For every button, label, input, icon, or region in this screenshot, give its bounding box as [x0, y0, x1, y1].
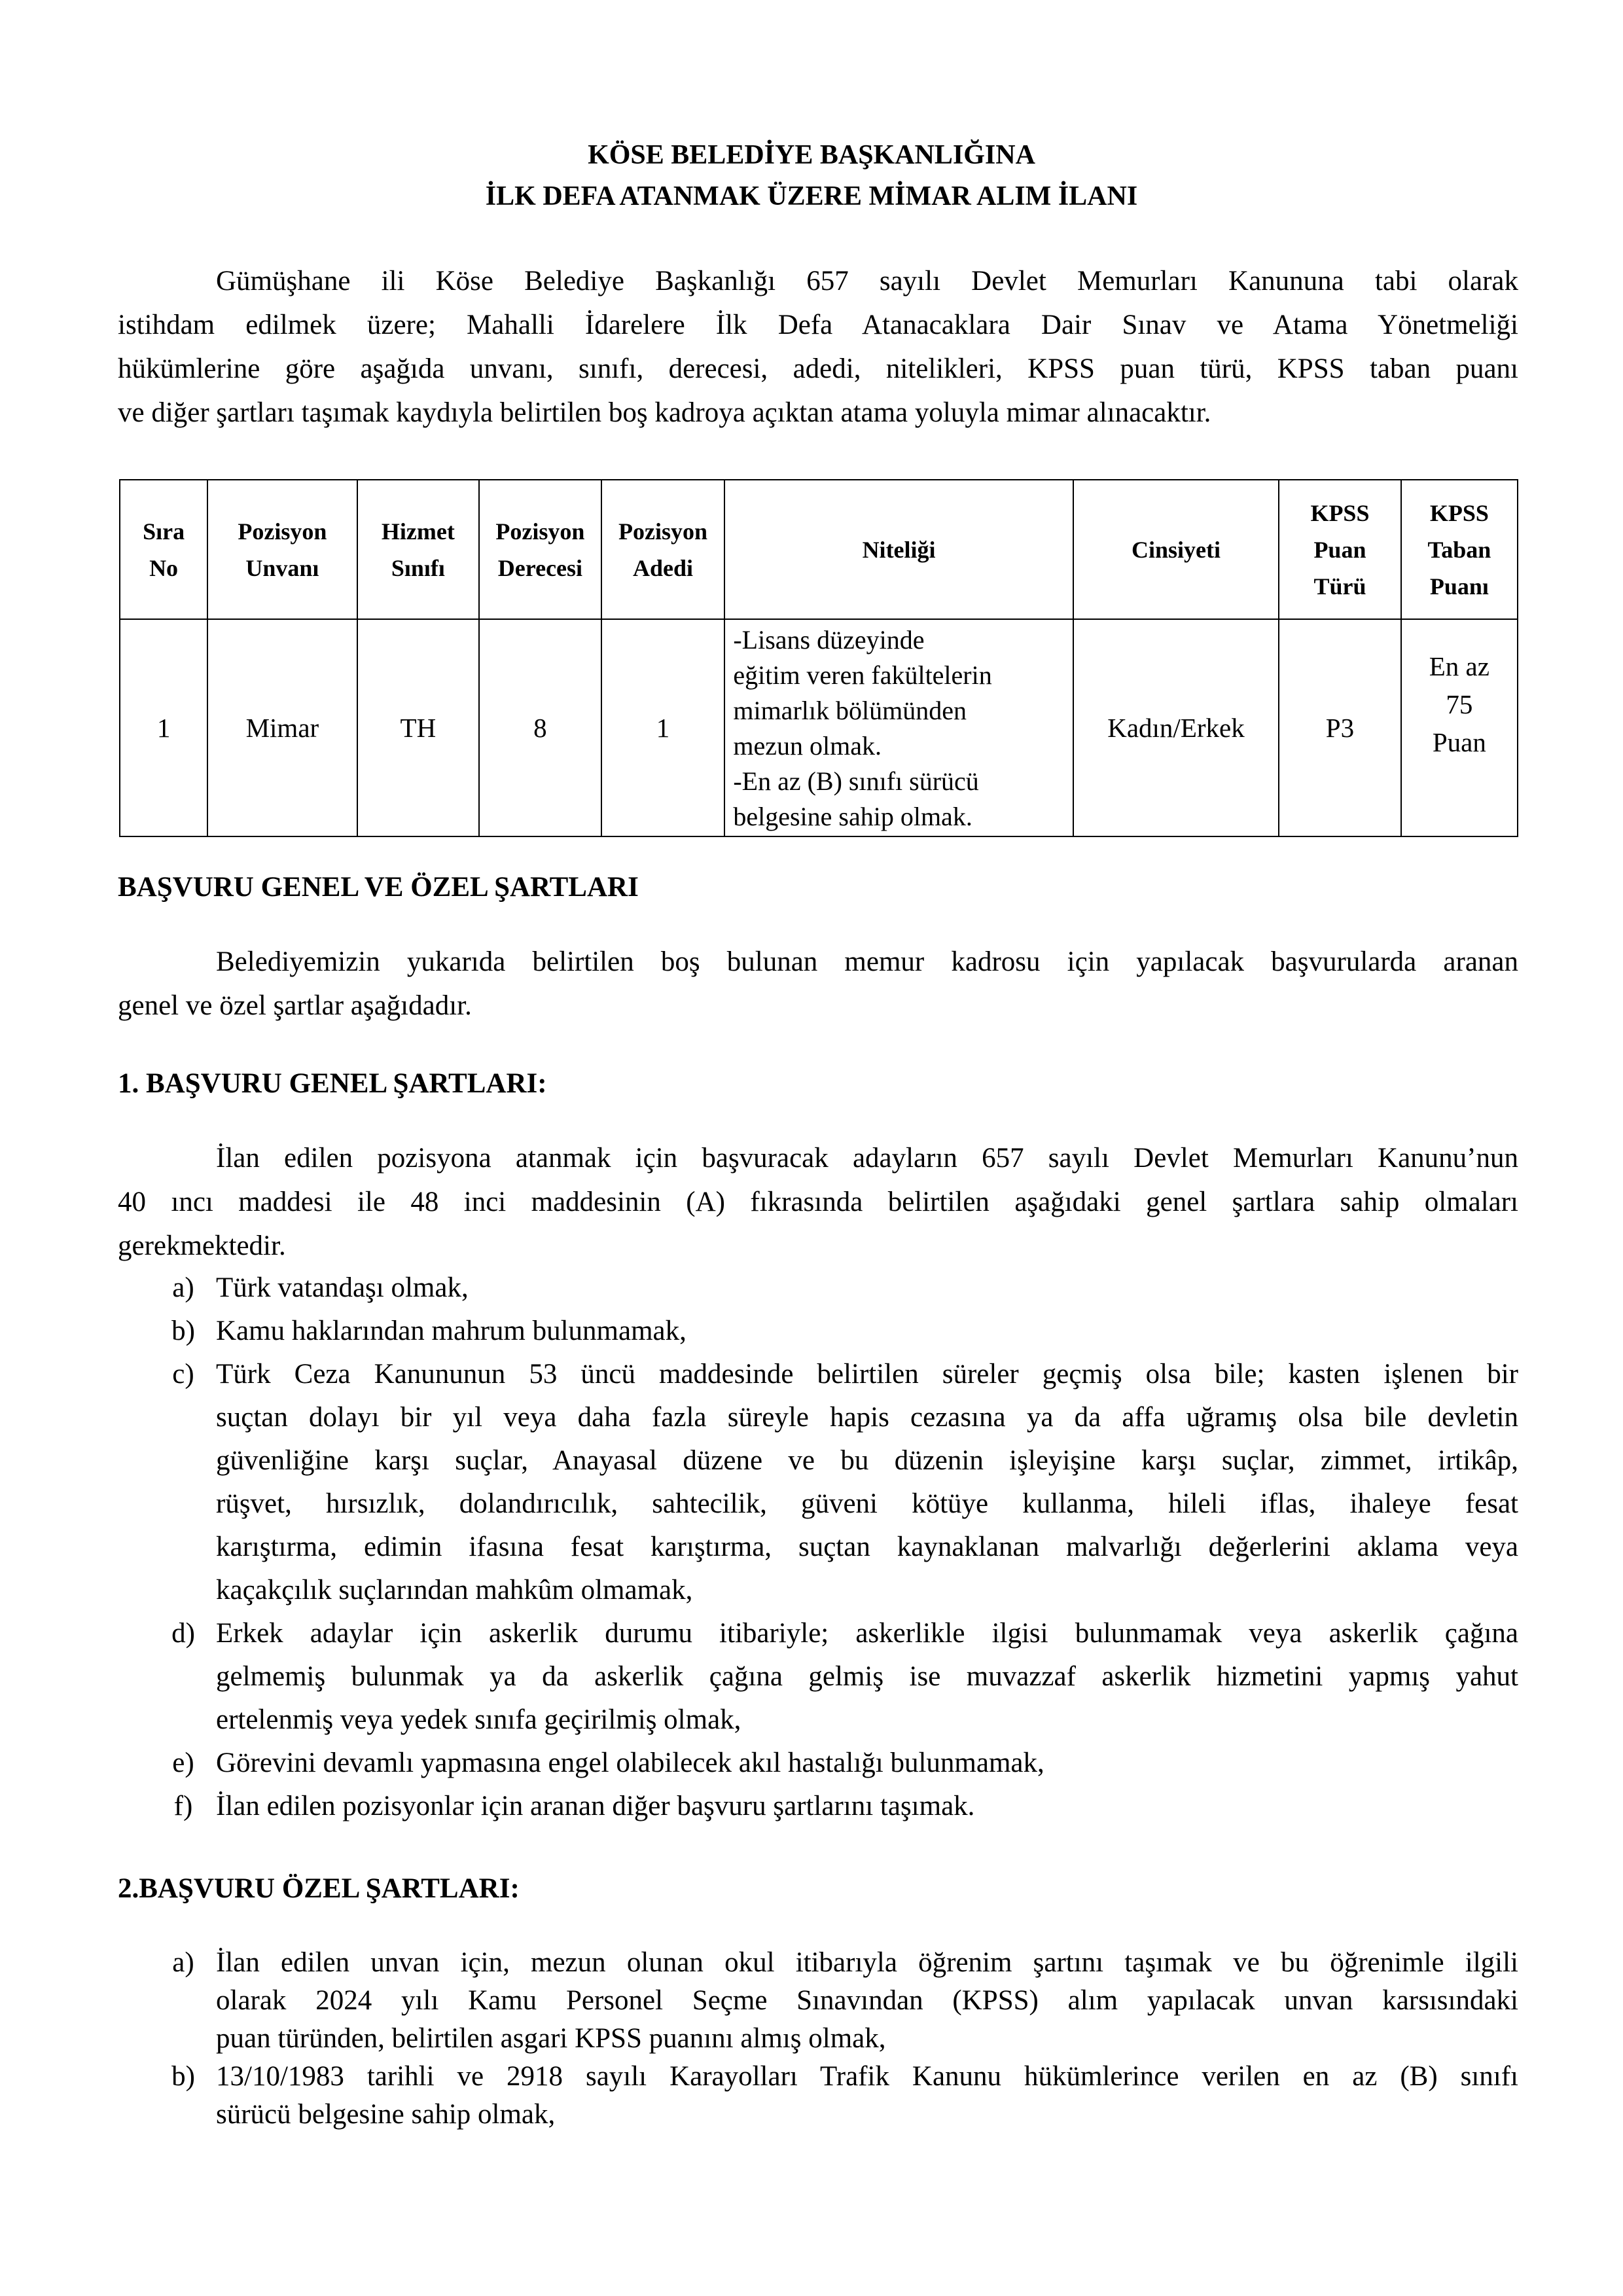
cell-sira: 1 [120, 619, 207, 836]
section2-title: 2.BAŞVURU ÖZEL ŞARTLARI: [118, 1873, 520, 1904]
section1-intro [118, 1136, 1518, 1268]
header-kpss-taban-puani: KPSS Taban Puanı [1401, 480, 1518, 619]
header-niteligi: Niteliği [724, 480, 1073, 619]
intro-line: Gümüşhane ili Köse Belediye Başkanlığı 657 sayılı Devlet Memurları Kanununa tabi olarak [216, 266, 1518, 296]
intro-line: istihdam edilmek üzere; Mahalli İdarelere İlk Defa Atanacaklara Dair Sınav ve Atama Yönetmeliği [118, 310, 1518, 340]
position-table [119, 479, 1518, 837]
document-page: KÖSE BELEDİYE BAŞKANLIĞINA İLK DEFA ATANMAK ÜZERE MİMAR ALIM İLANI Gümüşhane ili Köse Belediye Başkanlığı 657 sayılı Devlet Memurları Kanununa tabi olarak istihdam edilmek üzere; Mahalli İdarelere İlk Defa Atanacaklara Dair Sınav ve Atama Yönetmeliği hükümlerine göre aşağıda unvanı, sınıfı, derecesi, adedi, nitelikleri, KPSS puan türü, KPSS taban puanı ve diğer şartları taşımak kaydıyla belirtilen boş kadroya açıktan atama yoluyla mimar alınacaktır. Sıra No Pozisyon Unvanı Hizmet Sınıfı Pozisyon Derecesi Pozisyon Adedi Niteliği Cinsiyeti KPSS Puan Türü KPSS Taban Puanı 1 Mimar TH 8 1 -Lisans düzeyinde eğitim veren fakültelerin mimarlık bölümünden mezun olmak. -En az (B) sınıfı sürücü belgesine sahip olmak. Kadın/Erkek P3 En az 75 Puan BAŞVURU GENEL VE ÖZEL ŞARTLARI Belediyemizin yukarıda belirtilen boş bulunan memur kadrosu için yapılacak başvurularda aranan genel ve özel şartlar aşağıdadır. 1. BAŞVURU GENEL ŞARTLARI: İlan edilen pozisyona atanmak için başvuracak adayların 657 sayılı Devlet Memurları Kanunu’nun 40 ıncı maddesi ile 48 inci maddesinin (A) fıkrasında belirtilen aşağıdaki genel şartlara sahip olmaları gerekmektedir. a) Türk vatandaşı olmak, b) Kamu haklarından mahrum bulunmamak, c) Türk Ceza Kanununun 53 üncü maddesinde belirtilen süreler geçmiş olsa bile; kasten işlenen bir suçtan dolayı bir yıl veya daha fazla süreyle hapis cezasına ya da affa uğramış olsa bile devletin güvenliğine karşı suçlar, Anayasal düzene ve bu düzenin işleyişine karşı suçlar, zimmet, irtikâp, rüşvet, hırsızlık, dolandırıcılık, sahtecilik, güveni kötüye kullanma, hileli iflas, ihaleye fesat karıştırma, edimin ifasına fesat karıştırma, suçtan kaynaklanan malvarlığı değerlerini aklama veya kaçakçılık suçlarından mahkûm olmamak, d) Erkek adaylar için askerlik durumu itibariyle; askerlikle ilgisi bulunmamak veya askerlik çağına gelmemiş bulunmak ya da askerlik çağına gelmiş ise muvazzaf askerlik hizmetini yapmış yahut ertelenmiş veya yedek sınıfa geçirilmiş olmak, e) Görevini devamlı yapmasına engel olabilecek akıl hastalığı bulunmamak, f) İlan edilen pozisyonlar için aranan diğer başvuru şartlarını taşımak. 2.BAŞVURU ÖZEL ŞARTLARI: a) İlan edilen unvan için, mezun olunan okul itibarıyla öğrenim şartını taşımak ve bu öğrenimle ilgili olarak 2024 yılı Kamu Personel Seçme Sınavından (KPSS) alım yapılacak unvan karsısındaki puan türünden, belirtilen asgari KPSS puanını almış olmak, b) 13/10/1983 tarihli ve 2918 sayılı Karayolları Trafik Kanunu hükümlerince verilen en az (B) sınıfı sürücü belgesine sahip olmak, [0, 0, 1623, 2296]
document-title-line-1: KÖSE BELEDİYE BAŞKANLIĞINA [588, 140, 1035, 170]
intro-line: hükümlerine göre aşağıda unvanı, sınıfı, derecesi, adedi, nitelikleri, KPSS puan türü, KPSS taban puanı [118, 353, 1518, 384]
intro-line: ve diğer şartları taşımak kaydıyla belirtilen boş kadroya açıktan atama yoluyla mimar alınacaktır. [118, 397, 1211, 428]
header-hizmet-sinifi: Hizmet Sınıfı [357, 480, 480, 619]
cell-cinsiyet: Kadın/Erkek [1073, 619, 1279, 836]
list-marker: f) [173, 1791, 193, 1821]
list-marker: b) [171, 2061, 195, 2092]
section1-intro-line: İlan edilen pozisyona atanmak için başvuracak adayların 657 sayılı Devlet Memurları Kanunu’nun [216, 1143, 1518, 1174]
header-pozisyon-adedi: Pozisyon Adedi [601, 480, 725, 619]
cell-derece: 8 [479, 619, 601, 836]
list-marker: d) [171, 1618, 195, 1649]
cell-nitelik: -Lisans düzeyinde eğitim veren fakültelerin mimarlık bölümünden mezun olmak. -En az (B) sınıfı sürücü belgesine sahip olmak. [724, 619, 1073, 836]
list-marker: a) [172, 1947, 194, 1978]
section1-title: 1. BAŞVURU GENEL ŞARTLARI: [118, 1068, 547, 1099]
cell-taban-puan: En az 75 Puan [1401, 619, 1518, 836]
section1-intro-line: 40 ıncı maddesi ile 48 inci maddesinin (A) fıkrasında belirtilen aşağıdaki genel şartlara sahip olmaları [118, 1187, 1518, 1217]
cell-unvan: Mimar [207, 619, 357, 836]
section-general-title: BAŞVURU GENEL VE ÖZEL ŞARTLARI [118, 872, 639, 903]
table-header-row [120, 480, 1518, 619]
cell-puan-turu: P3 [1279, 619, 1401, 836]
header-sira-no: Sıra No [120, 480, 207, 619]
list-marker: e) [172, 1748, 194, 1778]
header-kpss-puan-turu: KPSS Puan Türü [1279, 480, 1401, 619]
cell-sinif: TH [357, 619, 480, 836]
header-cinsiyeti: Cinsiyeti [1073, 480, 1279, 619]
intro-paragraph [118, 259, 1518, 435]
document-title-line-2: İLK DEFA ATANMAK ÜZERE MİMAR ALIM İLANI [485, 181, 1138, 211]
list-marker: c) [172, 1359, 194, 1390]
header-pozisyon-derecesi: Pozisyon Derecesi [479, 480, 601, 619]
section-general-line: Belediyemizin yukarıda belirtilen boş bulunan memur kadrosu için yapılacak başvurularda aranan [216, 946, 1518, 977]
section-general-paragraph [118, 940, 1518, 1028]
section1-intro-line: gerekmektedir. [118, 1230, 286, 1261]
list-marker: a) [172, 1272, 194, 1303]
cell-adet: 1 [601, 619, 725, 836]
table-row [120, 619, 1518, 836]
list-marker: b) [171, 1316, 195, 1346]
header-pozisyon-unvani: Pozisyon Unvanı [207, 480, 357, 619]
section-general-line: genel ve özel şartlar aşağıdadır. [118, 990, 472, 1021]
